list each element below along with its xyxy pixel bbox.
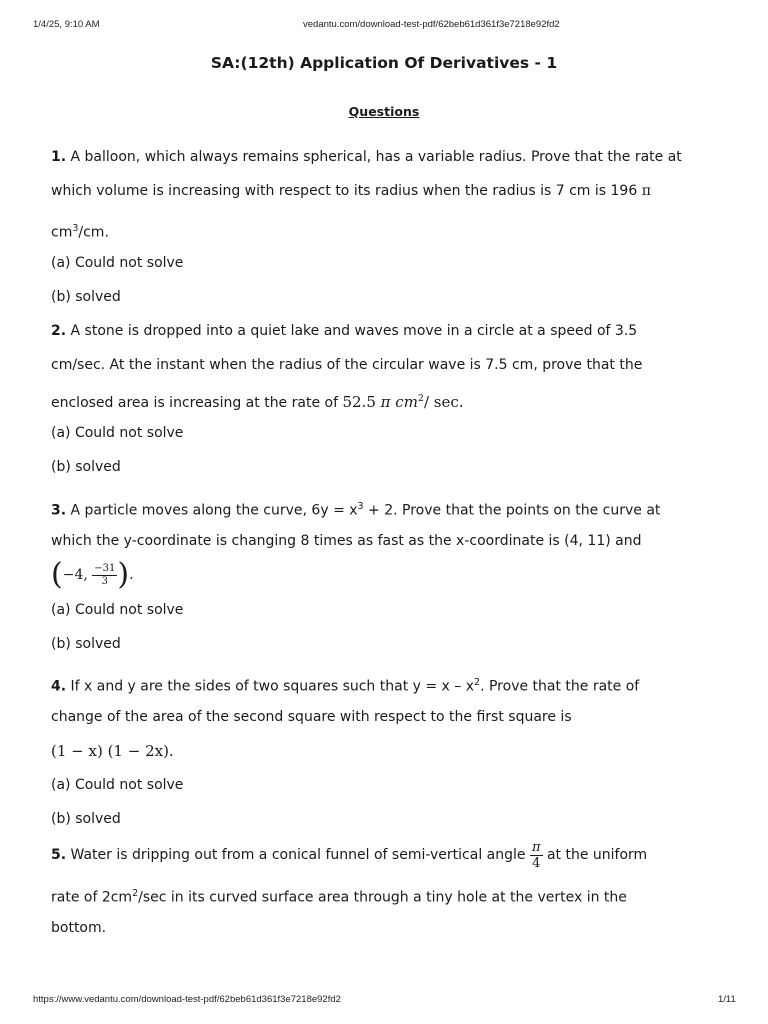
unit-text-tail: /cm. <box>78 224 109 241</box>
question-1-line-1 <box>51 148 682 166</box>
question-4-line-2: change of the area of the second square with respect to the first square is <box>51 709 572 725</box>
question-4-number: 4. <box>51 678 67 695</box>
question-2-line-1 <box>51 322 637 340</box>
exponent: 2 <box>132 888 139 899</box>
exponent: 3 <box>357 501 364 512</box>
question-3-text-1: A particle moves along the curve, 6y = x <box>70 502 358 519</box>
question-1-text-1: A balloon, which always remains spherical, has a variable radius. Prove that the rate at <box>70 149 682 165</box>
period: . <box>129 567 134 583</box>
question-3-line-1 <box>51 498 660 520</box>
unit-exponent: 3 <box>72 223 79 234</box>
exponent: 2 <box>474 677 481 688</box>
question-2-text-1: A stone is dropped into a quiet lake and waves move in a circle at a speed of 3.5 <box>70 323 638 339</box>
print-header-url: vedantu.com/download-test-pdf/62beb61d361f3e7218e92fd2 <box>303 19 560 30</box>
rate-expression <box>342 393 463 411</box>
question-4-option-a[interactable]: (a) Could not solve <box>51 777 184 793</box>
question-3-option-a[interactable]: (a) Could not solve <box>51 602 184 618</box>
question-4-line-1 <box>51 674 639 696</box>
question-3-text-1-tail: + 2. Prove that the points on the curve at <box>363 502 661 519</box>
question-3-option-b[interactable]: (b) solved <box>51 636 121 652</box>
print-footer-url: https://www.vedantu.com/download-test-pdf/62beb61d361f3e7218e92fd2 <box>33 994 341 1005</box>
point-x: −4, <box>62 567 88 583</box>
question-1-line-3 <box>51 220 109 242</box>
question-4-text-1: If x and y are the sides of two squares such that y = x – x <box>70 678 475 695</box>
pi-symbol: π <box>380 393 391 411</box>
rate-unit: cm <box>395 393 418 411</box>
fraction-numerator: −31 <box>94 562 116 574</box>
question-1-line-2 <box>51 182 651 200</box>
unit-text: cm <box>51 224 73 241</box>
question-5-text-1-tail: at the uniform <box>546 847 648 863</box>
right-paren: ) <box>117 557 130 592</box>
question-3-point-expression <box>51 558 134 592</box>
angle-denominator: 4 <box>532 855 541 871</box>
question-2-option-a[interactable]: (a) Could not solve <box>51 425 184 441</box>
question-3-line-2: which the y-coordinate is changing 8 times as fast as the x-coordinate is (4, 11) and <box>51 533 642 549</box>
question-4-text-1-tail: . Prove that the rate of <box>480 678 640 695</box>
question-1-option-b[interactable]: (b) solved <box>51 289 121 305</box>
fraction-denominator: 3 <box>101 575 108 587</box>
question-2-option-b[interactable]: (b) solved <box>51 459 121 475</box>
question-5-line-2 <box>51 885 627 907</box>
question-2-number: 2. <box>51 323 67 339</box>
question-3-number: 3. <box>51 502 67 519</box>
question-4-expression: (1 − x) (1 − 2x). <box>51 742 174 760</box>
question-1-option-a[interactable]: (a) Could not solve <box>51 255 184 271</box>
question-1-text-2: which volume is increasing with respect to its radius when the radius is 7 cm is 196 <box>51 183 638 199</box>
print-datetime: 1/4/25, 9:10 AM <box>33 19 100 30</box>
angle-fraction <box>530 840 543 871</box>
section-heading: Questions <box>348 104 420 119</box>
fraction <box>92 563 117 588</box>
pi-symbol: π <box>641 183 651 199</box>
question-5-text-1: Water is dripping out from a conical funnel of semi-vertical angle <box>70 847 526 863</box>
question-2-line-2: cm/sec. At the instant when the radius of the circular wave is 7.5 cm, prove that the <box>51 357 643 373</box>
left-paren: ( <box>51 557 63 592</box>
question-5-line-1 <box>51 838 647 872</box>
angle-numerator: π <box>531 839 541 855</box>
question-4-option-b[interactable]: (b) solved <box>51 811 121 827</box>
page-title: SA:(12th) Application Of Derivatives - 1 <box>210 54 558 72</box>
question-2-line-3 <box>51 390 464 412</box>
question-5-text-2: rate of 2cm <box>51 889 133 906</box>
question-5-text-2-tail: /sec in its curved surface area through a tiny hole at the vertex in the <box>138 889 627 906</box>
question-2-text-3: enclosed area is increasing at the rate of <box>51 395 339 411</box>
page-number: 1/11 <box>718 994 736 1005</box>
rate-unit-tail: / sec. <box>423 393 464 411</box>
question-5-number: 5. <box>51 847 67 863</box>
question-5-line-3: bottom. <box>51 920 107 936</box>
rate-value: 52.5 <box>342 393 376 411</box>
rate-unit-exponent: 2 <box>417 393 424 404</box>
question-1-number: 1. <box>51 149 67 165</box>
